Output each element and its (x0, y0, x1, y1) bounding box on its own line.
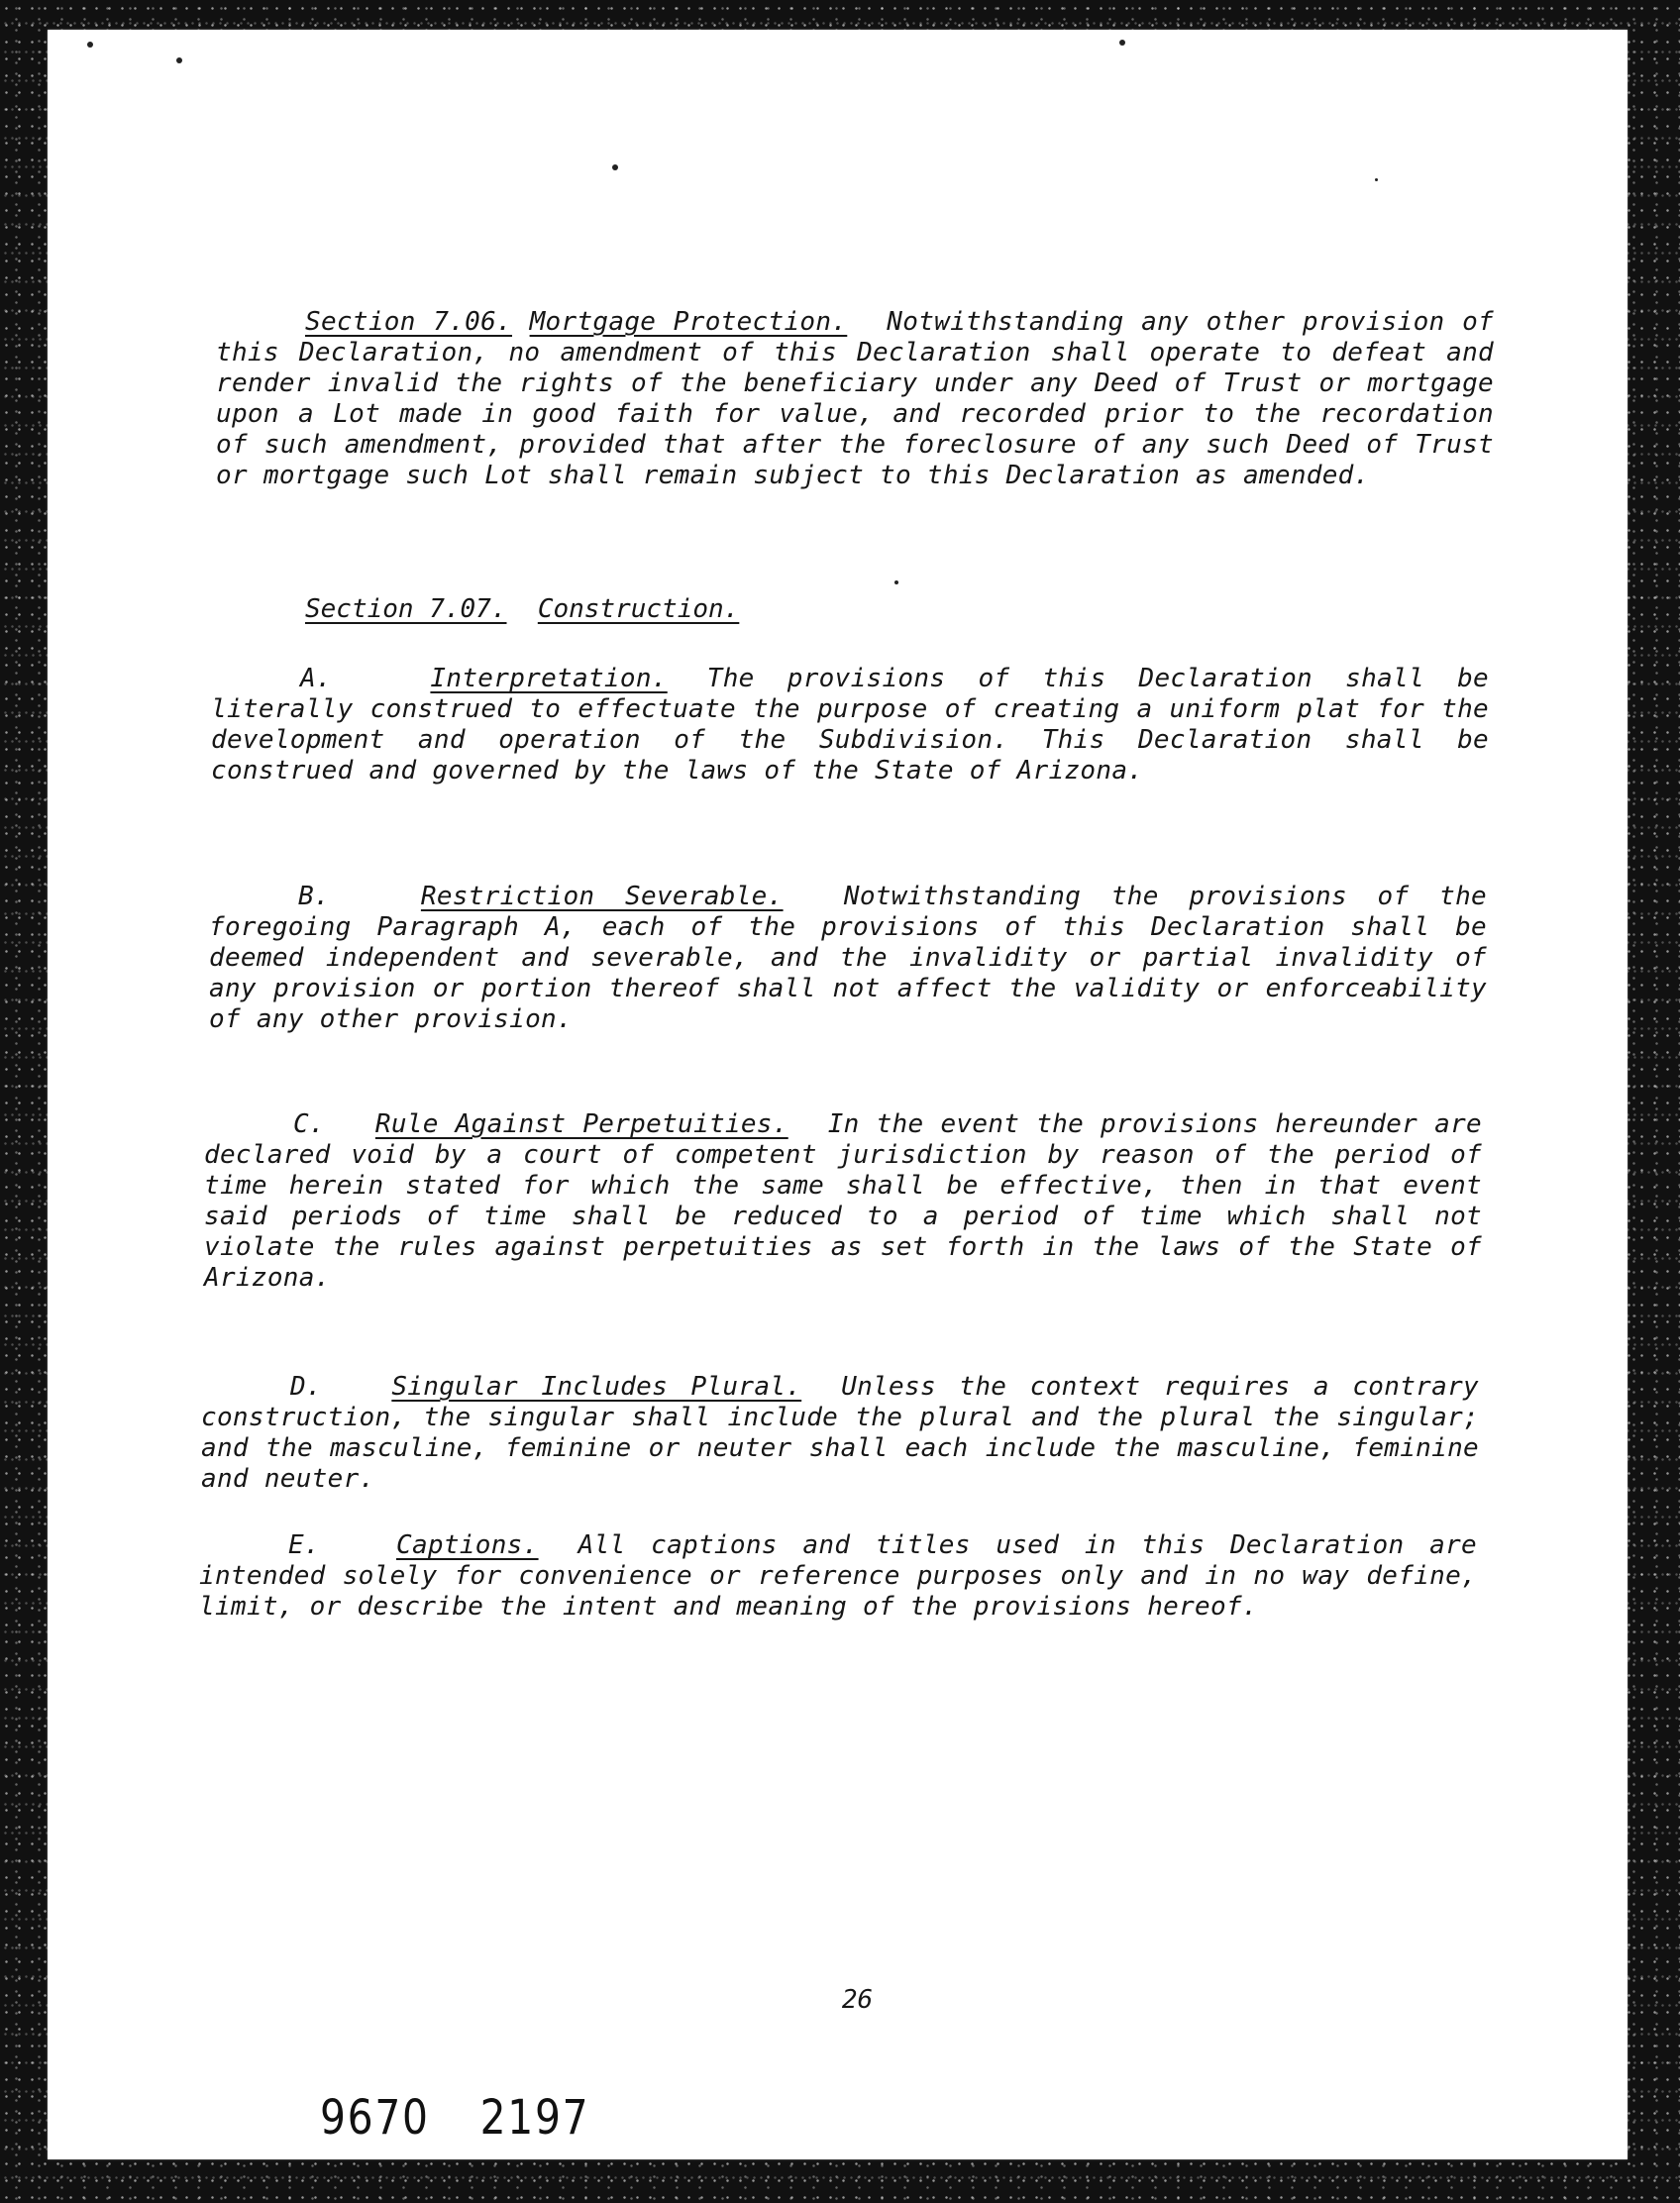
subsection-e-title: Captions. (395, 1530, 539, 1560)
document-stamp (320, 2090, 589, 2146)
subsection-d-title: Singular Includes Plural. (391, 1372, 802, 1402)
subsection-e-body: All captions and titles used in this Declaration are intended solely for convenience or reference purposes only and in no way define, limit, or describe the intent and meaning of the provisions hereof. (199, 1530, 1477, 1622)
section-7-07-heading (305, 594, 739, 625)
section-7-06-title: Mortgage Protection. (529, 307, 848, 337)
subsection-d (201, 1372, 1479, 1495)
subsection-e (199, 1530, 1477, 1623)
subsection-a-title: Interpretation. (430, 664, 668, 693)
subsection-a (211, 664, 1489, 787)
subsection-a-body: The provisions of this Declaration shall be literally construed to effectuate the purpose of creating a uniform plat for the development and operation of the Subdivision. This Declaration shall be construed and governed by the laws of the State of Arizona. (211, 664, 1489, 786)
subsection-a-letter: A. (300, 664, 332, 693)
subsection-d-letter: D. (290, 1372, 322, 1402)
stamp-number-right: 2197 (479, 2090, 590, 2146)
subsection-d-body: Unless the context requires a contrary construction, the singular shall include the plural and the plural the singular; and the masculine, feminine or neuter shall each include the masculine, feminine and neuter. (201, 1372, 1479, 1494)
subsection-c-letter: C. (293, 1109, 325, 1139)
section-7-06-paragraph (216, 307, 1494, 491)
subsection-c (204, 1109, 1482, 1294)
subsection-b-title: Restriction Severable. (420, 882, 784, 911)
subsection-c-body: In the event the provisions hereunder are declared void by a court of competent jurisdiction by reason of the period of time herein stated for which the same shall be effective, then in that event said periods of time shall be reduced to a period of time which shall not violate the rules against perpetuities as set forth in the laws of the State of Arizona. (204, 1109, 1482, 1293)
subsection-b-letter: B. (298, 882, 330, 911)
document-text (48, 30, 1628, 2159)
section-7-06-body: Notwithstanding any other provision of this Declaration, no amendment of this Declaration shall operate to defeat and render invalid the rights of the beneficiary under any Deed of Trust or mortgage upon a Lot made in good faith for value, and recorded prior to the recordation of such amendment, provided that after the foreclosure of any such Deed of Trust or mortgage such Lot shall remain subject to this Declaration as amended. (216, 307, 1494, 490)
subsection-e-letter: E. (288, 1530, 320, 1560)
document-page (48, 30, 1628, 2159)
section-7-06-number: Section 7.06. (305, 307, 513, 337)
section-7-07-title: Construction. (537, 594, 740, 624)
subsection-b (209, 882, 1487, 1035)
stamp-number-left: 9670 (320, 2090, 430, 2146)
subsection-c-title: Rule Against Perpetuities. (374, 1109, 788, 1139)
section-7-07-number: Section 7.07. (305, 594, 507, 624)
page-number: 26 (841, 1985, 874, 2015)
subsection-b-body: Notwithstanding the provisions of the foregoing Paragraph A, each of the provisions of this Declaration shall be deemed independent and severable, and the invalidity or partial invalidity of any provision or portion thereof shall not affect the validity or enforceability of any other provision. (209, 882, 1487, 1034)
